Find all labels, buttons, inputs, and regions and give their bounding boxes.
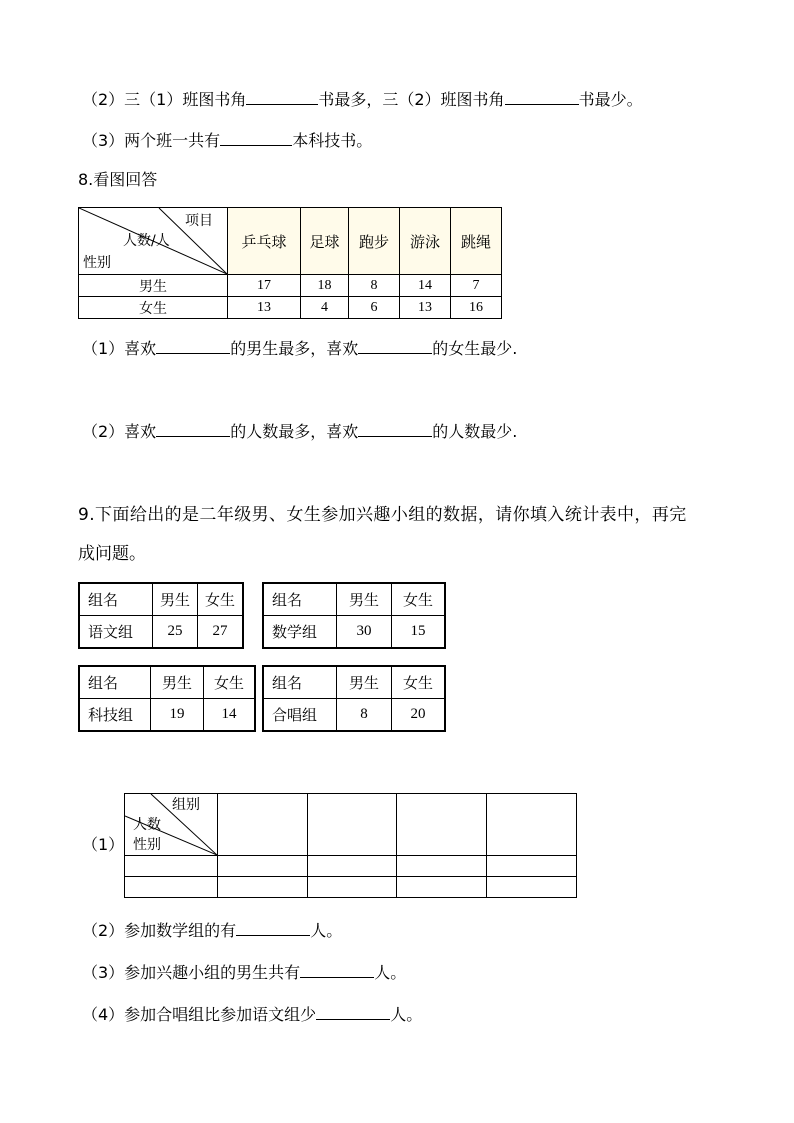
group-name: 合唱组 [263,699,337,732]
answer-blank[interactable] [156,337,230,354]
q9-item4: （4）参加合唱组比参加语文组少 人。 [82,1005,423,1024]
table-corner-header: 组别 人数 性别 [125,794,218,856]
girls-count: 14 [204,699,256,732]
answer-blank[interactable] [246,88,318,105]
table-cell: 8 [349,275,400,297]
q9-item2: （2）参加数学组的有 人。 [82,921,343,940]
table-corner-header: 项目 人数/人 性别 [79,208,228,275]
girls-count: 27 [198,616,244,649]
group-table-math [262,582,446,649]
column-header: 游泳 [400,208,451,275]
table-cell: 18 [301,275,349,297]
group-name: 科技组 [79,699,151,732]
header-boys: 男生 [337,666,392,699]
table-cell: 7 [451,275,502,297]
answer-blank[interactable] [156,420,230,437]
table-row [79,297,502,319]
table-cell: 6 [349,297,400,319]
q9-item1-label: （1） [82,835,125,854]
q9-title-cont: 成问题。 [78,544,146,564]
fill-cell[interactable] [125,877,218,898]
column-header: 跑步 [349,208,400,275]
header-boys: 男生 [337,583,392,616]
boys-count: 8 [337,699,392,732]
fill-cell[interactable] [487,856,577,877]
boys-count: 19 [151,699,204,732]
fill-cell[interactable] [218,856,308,877]
fill-cell[interactable] [125,856,218,877]
q9-fill-table [124,793,577,898]
group-table-tech [78,665,256,732]
fill-cell[interactable] [397,794,487,856]
header-group: 组名 [263,583,337,616]
q8-item2: （2）喜欢 的人数最多，喜欢 的人数最少. [82,422,518,441]
column-header: 跳绳 [451,208,502,275]
q8-title: 8.看图回答 [78,170,158,189]
q7-item3: （3）两个班一共有 本科技书。 [82,131,373,150]
fill-cell[interactable] [218,794,308,856]
answer-blank[interactable] [505,88,579,105]
header-girls: 女生 [204,666,256,699]
q8-table [78,207,502,319]
table-row [79,275,502,297]
group-name: 语文组 [79,616,153,649]
row-label: 男生 [79,275,228,297]
answer-blank[interactable] [300,961,374,978]
q9-title: 9.下面给出的是二年级男、女生参加兴趣小组的数据，请你填入统计表中，再完 [78,505,687,525]
table-cell: 4 [301,297,349,319]
fill-cell[interactable] [308,856,397,877]
header-girls: 女生 [392,666,446,699]
answer-blank[interactable] [220,129,292,146]
answer-blank[interactable] [316,1003,390,1020]
table-cell: 14 [400,275,451,297]
q8-item1: （1）喜欢 的男生最多，喜欢 的女生最少. [82,339,518,358]
boys-count: 30 [337,616,392,649]
group-name: 数学组 [263,616,337,649]
fill-cell[interactable] [397,856,487,877]
table-cell: 16 [451,297,502,319]
table-row [125,877,577,898]
girls-count: 20 [392,699,446,732]
fill-cell[interactable] [487,877,577,898]
row-label: 女生 [79,297,228,319]
table-cell: 17 [228,275,301,297]
header-boys: 男生 [151,666,204,699]
table-row [125,856,577,877]
fill-cell[interactable] [397,877,487,898]
boys-count: 25 [153,616,198,649]
answer-blank[interactable] [236,919,310,936]
table-cell: 13 [400,297,451,319]
header-group: 组名 [263,666,337,699]
fill-cell[interactable] [308,877,397,898]
fill-cell[interactable] [308,794,397,856]
header-group: 组名 [79,666,151,699]
header-girls: 女生 [392,583,446,616]
header-girls: 女生 [198,583,244,616]
q9-item3: （3）参加兴趣小组的男生共有 人。 [82,963,407,982]
column-header: 乒乓球 [228,208,301,275]
header-group: 组名 [79,583,153,616]
table-cell: 13 [228,297,301,319]
header-boys: 男生 [153,583,198,616]
girls-count: 15 [392,616,446,649]
group-table-chinese [78,582,244,649]
q7-item2: （2）三（1）班图书角 书最多，三（2）班图书角 书最少。 [82,90,643,109]
group-table-choir [262,665,446,732]
fill-cell[interactable] [487,794,577,856]
answer-blank[interactable] [358,420,432,437]
column-header: 足球 [301,208,349,275]
answer-blank[interactable] [358,337,432,354]
fill-cell[interactable] [218,877,308,898]
